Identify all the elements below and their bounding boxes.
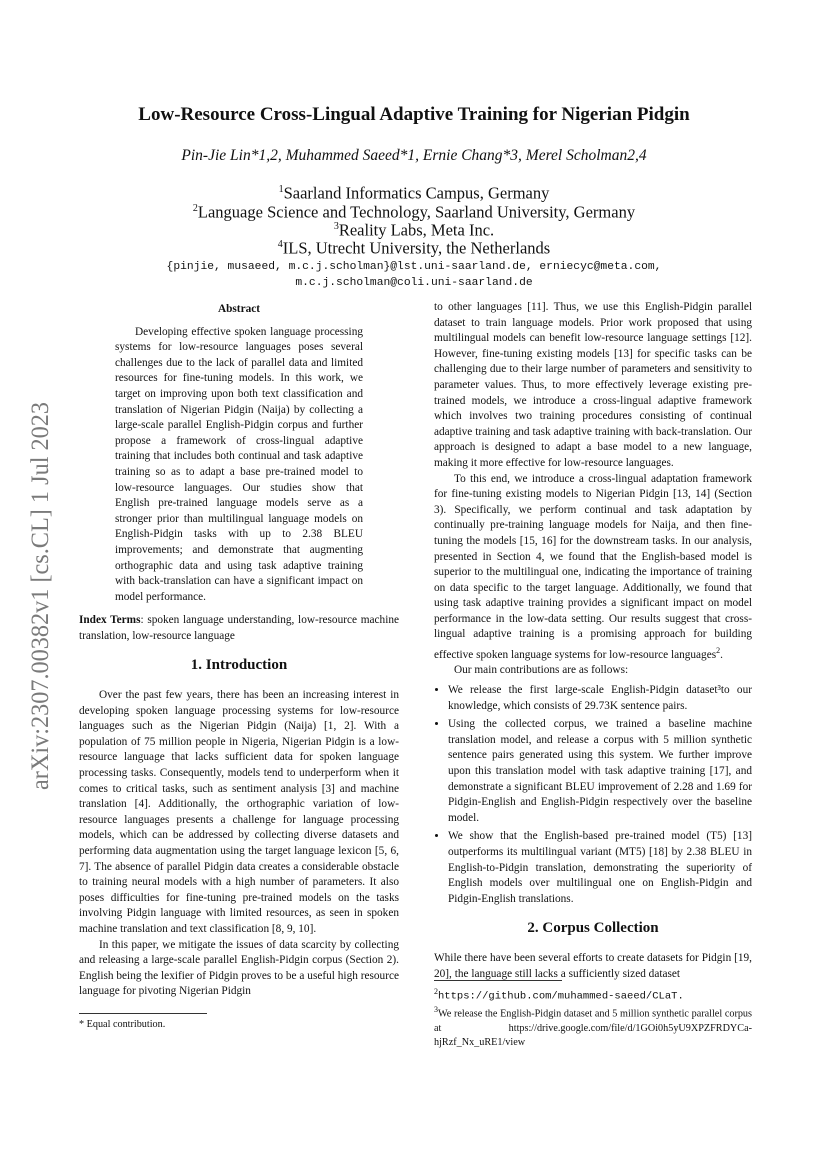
footnote-rule <box>434 980 562 981</box>
right-paragraph-2: To this end, we introduce a cross-lingual adaptation framework for fine-tuning existing models to Nigerian Pidgin [13, 14] (Section 3). Specifically, we perform continual and task adaptation by continually pre-training language models for Naija, and then fine-tuning the models [15, 16] for the downstream tasks. In our analysis, presented in Section 4, we found that the English-based model is superior to the multilingual one, indicating the importance of training on data specific to the target language. Additionally, we found that using task adaptive training provides a significant impact on model performance in the low-data setting. Our results suggest that cross-lingual adaptive training is a promising approach for building effective spoken language systems for low-resource languages$^2$. <box>434 472 752 661</box>
section-heading-introduction: 1. Introduction <box>190 657 288 674</box>
author-emails <box>0 259 828 291</box>
footnotes-right <box>434 980 752 1050</box>
contributions-intro: Our main contributions are as follows: <box>454 664 629 677</box>
list-item: • We release the first large-scale English-Pidgin dataset³to our knowledge, which consists of 29.73K sentence pairs. <box>448 683 752 714</box>
footnote-left <box>79 1013 399 1032</box>
affiliation-2: $^2$Language Science and Technology, Saarland University, Germany <box>192 202 636 222</box>
list-item: • We show that the English-based pre-trained model (T5) [13] outperforms its multilingual variant (MT5) [18] by 2.38 BLEU in English-to-Pidgin translation, demonstrating the superiority of English models over multilingual one on English-Pidgin and Pidgin-English translations. <box>448 829 752 907</box>
arxiv-id-text: arXiv:2307.00382v1 [cs.CL] 1 Jul 2023 <box>27 400 54 790</box>
contributions-list <box>434 683 752 907</box>
affiliation-3: $^3$Reality Labs, Meta Inc. <box>333 220 495 240</box>
footnote-2[interactable]: $^2$https://github.com/muhammed-saeed/CLaT. <box>434 987 684 1003</box>
abstract-text: Developing effective spoken language processing systems for low-resource languages poses several challenges due to the lack of parallel data and limited resources for fine-tuning models. In this work, we target on improving upon both text classification and translation of Nigerian Pidgin (Naija) by collecting a large-scale parallel English-Pidgin corpus and further propose a framework of cross-lingual adaptive training that includes both continual and task adaptive training so as to adapt a base pre-trained model to low-resource languages. Our studies show that English pre-trained language models serve as a stronger prior than multilingual language models on English-Pidgin tasks with up to 2.38 BLEU improvements; and demonstrate that augmenting orthographic data and using task adaptive training with back-translation can have a significant impact on model performance. <box>115 325 363 603</box>
intro-paragraph-2: In this paper, we mitigate the issues of data scarcity by collecting and releasing a large-scale parallel English-Pidgin corpus (Section 2). English being the lexifier of Pidgin proves to be a useful high resource language for pivoting Nigerian Pidgin <box>79 938 399 998</box>
abstract-heading: Abstract <box>217 303 261 315</box>
footnote-3[interactable]: $^3$We release the English-Pidgin dataset and 5 million synthetic parallel corpus at https://drive.google.com/file/d/1GOi0h5yU9XPZFRDYCa-hjRzf_Nx_uRE1/view <box>434 1005 752 1048</box>
arxiv-identifier <box>12 400 62 790</box>
index-terms-label: Index Terms <box>79 614 141 627</box>
affiliation-4: $^4$ILS, Utrecht University, the Netherlands <box>277 238 551 258</box>
intro-paragraph-1: Over the past few years, there has been an increasing interest in developing spoken language processing systems for low-resource languages such as the Nigerian Pidgin (Naija) [1, 2]. With a population of 75 million people in Nigeria, Nigerian Pidgin is a low-resource language that lacks sufficient data for spoken language processing tasks. Consequently, models tend to underperform when it comes to critical tasks, such as sentiment analysis [3] and machine translation [4]. Additionally, the orthographic variation of low-resource languages presents a challenge for language processing models, which can be addressed by collecting diverse datasets and performing data augmentation using the target language lexicon [5, 6, 7]. The absence of parallel Pidgin data creates a considerable obstacle to training neural models with a high number of parameters. It also poses difficulties for fine-tuning pre-trained models on the tasks involving Pidgin language with limited resources, as seen in spoken machine translation and text classification [8, 9, 10]. <box>79 689 399 935</box>
affiliation-1: $^1$Saarland Informatics Campus, Germany <box>278 183 550 203</box>
right-column <box>434 300 752 982</box>
email-line-1[interactable]: {pinjie, musaeed, m.c.j.scholman}@lst.uni-saarland.de, erniecyc@meta.com, <box>166 261 662 273</box>
section-heading-corpus-collection: 2. Corpus Collection <box>527 920 659 937</box>
email-line-2[interactable]: m.c.j.scholman@coli.uni-saarland.de <box>295 277 533 289</box>
index-terms <box>79 613 399 644</box>
list-item: • Using the collected corpus, we trained a baseline machine translation model, and release a corpus with 5 million synthetic sentence pairs generated using this system. We further improve upon this translation model with task adaptive training [17], and demonstrate a significant BLEU improvement of 2.28 and 1.69 for Pidgin-English and English-Pidgin respectively over the baseline model. <box>448 717 752 826</box>
left-column <box>79 300 399 1000</box>
corpus-paragraph-1: While there have been several efforts to create datasets for Pidgin [19, 20], the language still lacks a sufficiently sized dataset <box>434 951 752 980</box>
index-terms-text: : spoken language understanding, low-resource machine translation, low-resource language <box>79 614 399 642</box>
right-paragraph-1: to other languages [11]. Thus, we use this English-Pidgin parallel dataset to train language models. Prior work proposed that using multilingual models can benefit low-resource language settings [12]. However, fine-tuning existing models [13] for specific tasks can be challenging due to their large number of parameters and sensitivity to parameter values. Thus, to more effectively leverage existing pre-trained models, we introduce a cross-lingual adaptive framework which involves two training procedures consisting of continual adaptive training and task adaptive training with back-translation. Our approach is designed to adapt a base model to a new language, making it more effective for low-resource languages. <box>434 301 752 469</box>
footnote-equal-contribution: * Equal contribution. <box>79 1019 166 1030</box>
paper-title: Low-Resource Cross-Lingual Adaptive Training for Nigerian Pidgin <box>138 104 690 125</box>
footnote-rule <box>79 1013 207 1014</box>
author-list: Pin-Jie Lin*1,2, Muhammed Saeed*1, Ernie Chang*3, Merel Scholman2,4 <box>181 147 647 164</box>
